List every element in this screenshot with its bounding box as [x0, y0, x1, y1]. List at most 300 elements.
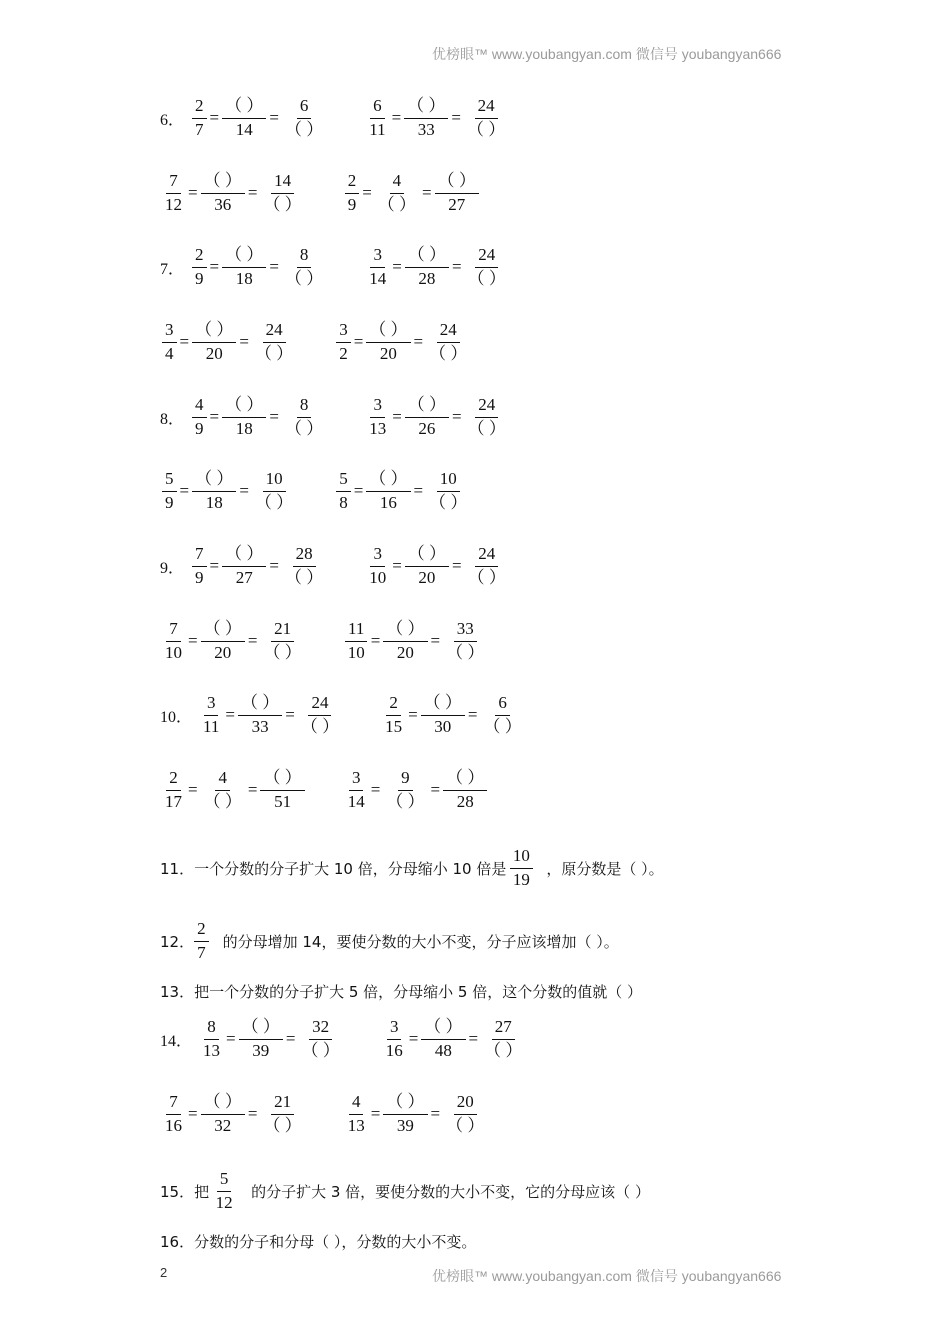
equals-sign: =: [353, 481, 364, 500]
numerator: 24: [475, 543, 498, 566]
equals-sign: =: [239, 481, 249, 500]
numerator: 2: [345, 170, 360, 193]
fraction-row: [160, 540, 509, 592]
q15-after: 的分子扩大 3 倍，要使分数的大小不变，它的分母应该（ ）: [251, 1182, 650, 1201]
q15-before: 15．把: [160, 1182, 210, 1201]
fraction: [201, 1091, 245, 1136]
q12-after: 的分母增加 14，要使分数的大小不变，分子应该增加（ ）。: [222, 932, 619, 951]
question-12: [160, 915, 619, 967]
equals-sign: =: [179, 481, 190, 500]
equals-sign: =: [269, 257, 279, 276]
equals-sign: =: [247, 183, 258, 202]
equation-group: [192, 95, 326, 140]
numerator: 3: [370, 394, 385, 417]
equals-sign: =: [188, 183, 198, 202]
equals-sign: =: [285, 1029, 296, 1048]
numerator: 6: [297, 95, 312, 118]
fraction: [282, 95, 326, 140]
denominator-blank[interactable]: （ ）: [429, 343, 468, 363]
q15-fraction: [209, 1168, 239, 1213]
equals-sign: =: [452, 257, 462, 276]
fraction: [465, 244, 509, 289]
numerator-blank[interactable]: （ ）: [222, 95, 266, 118]
numerator: 10: [263, 468, 286, 491]
numerator: 3: [162, 319, 177, 342]
fraction: [222, 543, 266, 588]
fraction-row: [160, 241, 509, 293]
equals-sign: =: [422, 183, 432, 202]
numerator-blank[interactable]: （ ）: [238, 692, 282, 715]
fraction: [298, 1016, 342, 1061]
denominator-blank[interactable]: （ ）: [301, 1040, 340, 1060]
denominator: 11: [369, 119, 386, 139]
denominator: 16: [385, 1040, 403, 1060]
fraction: [383, 618, 427, 663]
denominator: 9: [195, 418, 204, 438]
question-number: 10．: [160, 708, 193, 726]
denominator-blank[interactable]: （ ）: [386, 791, 425, 811]
numerator: 8: [204, 1016, 219, 1039]
fraction: [366, 95, 388, 140]
question-number: 6．: [160, 111, 185, 129]
denominator: 33: [417, 119, 435, 139]
equals-sign: =: [452, 556, 462, 575]
fraction: [252, 319, 296, 364]
fraction: [162, 170, 185, 215]
watermark-top: 优榜眼™ www.youbangyan.com 微信号 youbangyan666: [432, 46, 782, 62]
numerator: 6: [495, 692, 510, 715]
denominator-blank[interactable]: （ ）: [284, 418, 324, 438]
equals-sign: =: [179, 332, 190, 351]
equals-sign: =: [468, 1029, 479, 1048]
equals-sign: =: [362, 183, 372, 202]
denominator: 14: [347, 791, 365, 811]
numerator: 4: [390, 170, 405, 193]
denominator-blank[interactable]: （ ）: [377, 194, 417, 214]
equals-sign: =: [239, 332, 249, 351]
numerator: 2: [192, 244, 207, 267]
fraction: [298, 692, 342, 737]
fraction: [201, 767, 245, 812]
denominator-blank[interactable]: （ ）: [254, 343, 294, 363]
q11-numerator: 10: [510, 845, 533, 868]
numerator: 3: [204, 692, 219, 715]
fraction-row: [160, 615, 487, 667]
numerator: 7: [166, 170, 181, 193]
numerator-blank[interactable]: （ ）: [435, 170, 479, 193]
equals-sign: =: [188, 1104, 198, 1123]
q11-denominator: 19: [512, 869, 530, 889]
numerator-blank[interactable]: （ ）: [366, 468, 410, 491]
denominator: 13: [369, 418, 387, 438]
equation-group: [200, 692, 342, 737]
denominator: 20: [205, 343, 223, 363]
denominator: 48: [434, 1040, 452, 1060]
equation-group: [336, 319, 470, 364]
numerator: 7: [166, 1091, 181, 1114]
fraction: [366, 468, 410, 513]
fraction: [222, 244, 266, 289]
fraction: [200, 692, 222, 737]
fraction: [481, 1016, 525, 1061]
fraction: [162, 618, 185, 663]
equation-group: [162, 170, 305, 215]
numerator: 3: [349, 767, 364, 790]
watermark-bottom: 优榜眼™ www.youbangyan.com 微信号 youbangyan666: [432, 1268, 782, 1284]
fraction: [239, 1016, 283, 1061]
numerator-blank[interactable]: （ ）: [201, 170, 245, 193]
numerator: 6: [370, 95, 385, 118]
denominator: 9: [347, 194, 357, 214]
q11-before: 11．一个分数的分子扩大 10 倍，分母缩小 10 倍是: [160, 859, 507, 878]
numerator-blank[interactable]: （ ）: [383, 1091, 427, 1114]
equation-group: [366, 543, 509, 588]
numerator-blank[interactable]: （ ）: [443, 767, 487, 790]
denominator: 18: [235, 418, 253, 438]
fraction: [383, 767, 427, 812]
numerator: 33: [454, 618, 477, 641]
equals-sign: =: [269, 108, 279, 127]
numerator: 3: [370, 543, 385, 566]
denominator: 20: [396, 642, 414, 662]
denominator: 39: [252, 1040, 270, 1060]
fraction: [222, 95, 266, 140]
fraction: [192, 244, 207, 289]
equals-sign: =: [209, 257, 220, 276]
fraction: [282, 394, 326, 439]
question-number: 7．: [160, 260, 185, 278]
numerator: 4: [349, 1091, 364, 1114]
fraction: [238, 692, 282, 737]
denominator-blank[interactable]: （ ）: [483, 716, 522, 736]
numerator: 24: [475, 95, 498, 118]
numerator: 24: [475, 244, 498, 267]
numerator-blank[interactable]: （ ）: [222, 244, 266, 267]
denominator: 17: [165, 791, 182, 811]
numerator: 2: [386, 692, 401, 715]
q15-numerator: 5: [217, 1168, 232, 1191]
fraction: [421, 692, 465, 737]
fraction: [192, 319, 236, 364]
numerator-blank[interactable]: （ ）: [260, 767, 304, 790]
fraction: [162, 767, 185, 812]
numerator: 7: [192, 543, 207, 566]
denominator-blank[interactable]: （ ）: [203, 791, 242, 811]
numerator-blank[interactable]: （ ）: [405, 394, 449, 417]
fraction: [443, 767, 487, 812]
equation-group: [383, 1016, 526, 1061]
fraction-row: [160, 689, 525, 741]
denominator: 13: [203, 1040, 221, 1060]
question-16: [160, 1215, 476, 1267]
q15-denominator: 12: [215, 1192, 233, 1212]
fraction: [366, 319, 410, 364]
fraction: [201, 618, 245, 663]
q16-text: 16．分数的分子和分母（ ），分数的大小不变。: [160, 1232, 477, 1251]
question-15: [160, 1165, 650, 1217]
numerator: 3: [370, 244, 385, 267]
fraction: [260, 170, 304, 215]
numerator-blank[interactable]: （ ）: [405, 543, 449, 566]
denominator: 15: [385, 716, 403, 736]
numerator-blank[interactable]: （ ）: [366, 319, 410, 342]
equation-group: [366, 394, 509, 439]
denominator-blank[interactable]: （ ）: [263, 194, 302, 214]
question-number: 14．: [160, 1032, 193, 1050]
fraction: [222, 394, 266, 439]
numerator-blank[interactable]: （ ）: [192, 319, 236, 342]
fraction: [464, 95, 508, 140]
numerator: 21: [271, 1091, 294, 1114]
equals-sign: =: [391, 108, 402, 127]
numerator: 8: [297, 394, 312, 417]
denominator: 11: [203, 716, 220, 736]
denominator: 18: [235, 268, 253, 288]
numerator: 24: [437, 319, 460, 342]
equals-sign: =: [285, 705, 295, 724]
equals-sign: =: [392, 257, 402, 276]
numerator-blank[interactable]: （ ）: [405, 244, 449, 267]
denominator-blank[interactable]: （ ）: [263, 1115, 302, 1135]
denominator-blank[interactable]: （ ）: [284, 567, 324, 587]
fraction: [383, 1091, 427, 1136]
equals-sign: =: [467, 705, 478, 724]
numerator: 4: [215, 767, 230, 790]
question-number: 8．: [160, 410, 185, 428]
denominator-blank[interactable]: （ ）: [429, 492, 468, 512]
fraction: [336, 319, 351, 364]
equals-sign: =: [269, 407, 279, 426]
numerator: 27: [492, 1016, 515, 1039]
fraction: [260, 618, 304, 663]
equation-group: [162, 319, 296, 364]
numerator: 8: [297, 244, 312, 267]
fraction: [465, 543, 509, 588]
q11-after: ，原分数是（ ）。: [546, 859, 664, 878]
fraction: [260, 767, 304, 812]
fraction-row: [160, 391, 509, 443]
denominator: 9: [165, 492, 174, 512]
numerator-blank[interactable]: （ ）: [239, 1016, 283, 1039]
fraction: [443, 618, 487, 663]
equals-sign: =: [209, 108, 220, 127]
equals-sign: =: [353, 332, 364, 351]
denominator: 16: [165, 1115, 182, 1135]
numerator: 28: [293, 543, 316, 566]
denominator-blank[interactable]: （ ）: [284, 268, 324, 288]
fraction-row: [160, 1088, 487, 1140]
equation-group: [366, 95, 508, 140]
denominator: 4: [165, 343, 174, 363]
denominator: 20: [379, 343, 397, 363]
equation-group: [366, 244, 509, 289]
equals-sign: =: [226, 1029, 236, 1048]
denominator-blank[interactable]: （ ）: [446, 642, 485, 662]
numerator: 24: [308, 692, 331, 715]
denominator-blank[interactable]: （ ）: [254, 492, 294, 512]
denominator-blank[interactable]: （ ）: [284, 119, 324, 139]
equation-group: [345, 618, 488, 663]
equals-sign: =: [225, 705, 235, 724]
numerator-blank[interactable]: （ ）: [421, 692, 465, 715]
numerator: 32: [309, 1016, 332, 1039]
numerator: 20: [454, 1091, 477, 1114]
numerator-blank[interactable]: （ ）: [404, 95, 448, 118]
denominator: 7: [195, 119, 204, 139]
denominator: 33: [251, 716, 269, 736]
numerator-blank[interactable]: （ ）: [192, 468, 236, 491]
equals-sign: =: [392, 407, 402, 426]
equation-group: [192, 543, 326, 588]
equals-sign: =: [209, 556, 220, 575]
equals-sign: =: [430, 780, 441, 799]
denominator: 2: [339, 343, 348, 363]
equation-group: [162, 767, 305, 812]
equals-sign: =: [452, 407, 462, 426]
denominator-blank[interactable]: （ ）: [263, 642, 302, 662]
numerator-blank[interactable]: （ ）: [383, 618, 427, 641]
denominator: 30: [434, 716, 452, 736]
fraction: [260, 1091, 304, 1136]
denominator: 32: [214, 1115, 232, 1135]
equation-group: [336, 468, 470, 513]
numerator: 4: [192, 394, 207, 417]
fraction: [162, 319, 177, 364]
fraction: [481, 692, 525, 737]
denominator: 39: [396, 1115, 414, 1135]
q11-fraction: [506, 845, 536, 890]
denominator-blank[interactable]: （ ）: [467, 119, 506, 139]
denominator-blank[interactable]: （ ）: [300, 716, 340, 736]
fraction-row: [160, 316, 470, 368]
equals-sign: =: [370, 780, 381, 799]
denominator: 27: [235, 567, 253, 587]
denominator-blank[interactable]: （ ）: [484, 1040, 523, 1060]
denominator: 12: [165, 194, 182, 214]
denominator: 14: [235, 119, 253, 139]
numerator: 2: [166, 767, 181, 790]
equals-sign: =: [209, 407, 220, 426]
equals-sign: =: [370, 1104, 381, 1123]
equation-group: [162, 1091, 305, 1136]
numerator-blank[interactable]: （ ）: [201, 1091, 245, 1114]
fraction: [192, 394, 207, 439]
fraction: [366, 394, 389, 439]
fraction-row: [160, 1013, 525, 1065]
fraction: [336, 468, 351, 513]
fraction-row: [160, 465, 470, 517]
denominator: 8: [339, 492, 348, 512]
equals-sign: =: [392, 556, 402, 575]
fraction: [465, 394, 509, 439]
numerator: 5: [162, 468, 177, 491]
fraction: [435, 170, 479, 215]
numerator: 9: [398, 767, 413, 790]
fraction: [366, 543, 389, 588]
numerator-blank[interactable]: （ ）: [222, 394, 266, 417]
equals-sign: =: [430, 631, 441, 650]
numerator: 3: [336, 319, 351, 342]
fraction: [252, 468, 296, 513]
denominator: 20: [214, 642, 232, 662]
denominator-blank[interactable]: （ ）: [467, 268, 506, 288]
equation-group: [345, 170, 479, 215]
fraction: [282, 543, 326, 588]
numerator: 2: [192, 95, 207, 118]
numerator: 5: [336, 468, 351, 491]
fraction: [382, 692, 405, 737]
fraction: [192, 95, 207, 140]
denominator-blank[interactable]: （ ）: [467, 567, 506, 587]
fraction: [421, 1016, 465, 1061]
numerator: 24: [263, 319, 286, 342]
fraction: [405, 244, 449, 289]
fraction: [201, 170, 245, 215]
numerator: 7: [166, 618, 181, 641]
equation-group: [345, 767, 488, 812]
equals-sign: =: [408, 705, 418, 724]
equation-group: [345, 1091, 488, 1136]
denominator: 26: [418, 418, 436, 438]
page-number: 2: [160, 1265, 168, 1280]
numerator: 10: [437, 468, 460, 491]
denominator: 36: [214, 194, 232, 214]
fraction-row: [160, 764, 487, 816]
numerator-blank[interactable]: （ ）: [222, 543, 266, 566]
q12-fraction: [194, 918, 209, 963]
fraction-row: [160, 167, 479, 219]
equals-sign: =: [188, 631, 198, 650]
denominator: 13: [347, 1115, 365, 1135]
fraction: [375, 170, 419, 215]
equals-sign: =: [413, 332, 424, 351]
denominator: 9: [195, 567, 204, 587]
q12-numerator: 2: [194, 918, 209, 941]
numerator: 24: [475, 394, 498, 417]
fraction-row: [160, 92, 508, 144]
equals-sign: =: [188, 780, 198, 799]
fraction: [162, 1091, 185, 1136]
denominator-blank[interactable]: （ ）: [446, 1115, 485, 1135]
equals-sign: =: [247, 631, 258, 650]
denominator: 51: [274, 791, 292, 811]
equals-sign: =: [413, 481, 424, 500]
numerator: 11: [345, 618, 367, 641]
q13-text: 13．把一个分数的分子扩大 5 倍，分母缩小 5 倍，这个分数的值就（ ）: [160, 982, 643, 1001]
equals-sign: =: [247, 780, 258, 799]
numerator-blank[interactable]: （ ）: [421, 1016, 465, 1039]
denominator: 20: [418, 567, 436, 587]
denominator: 27: [448, 194, 466, 214]
q12-denominator: 7: [197, 942, 206, 962]
fraction: [426, 319, 470, 364]
denominator: 28: [418, 268, 436, 288]
equals-sign: =: [370, 631, 381, 650]
denominator-blank[interactable]: （ ）: [467, 418, 506, 438]
fraction: [404, 95, 448, 140]
equals-sign: =: [247, 1104, 258, 1123]
question-13: [160, 965, 642, 1017]
equation-group: [162, 468, 296, 513]
denominator: 10: [165, 642, 182, 662]
numerator: 21: [271, 618, 294, 641]
equation-group: [200, 1016, 343, 1061]
fraction: [366, 244, 389, 289]
fraction: [192, 543, 207, 588]
fraction: [192, 468, 236, 513]
fraction: [345, 170, 360, 215]
numerator-blank[interactable]: （ ）: [201, 618, 245, 641]
